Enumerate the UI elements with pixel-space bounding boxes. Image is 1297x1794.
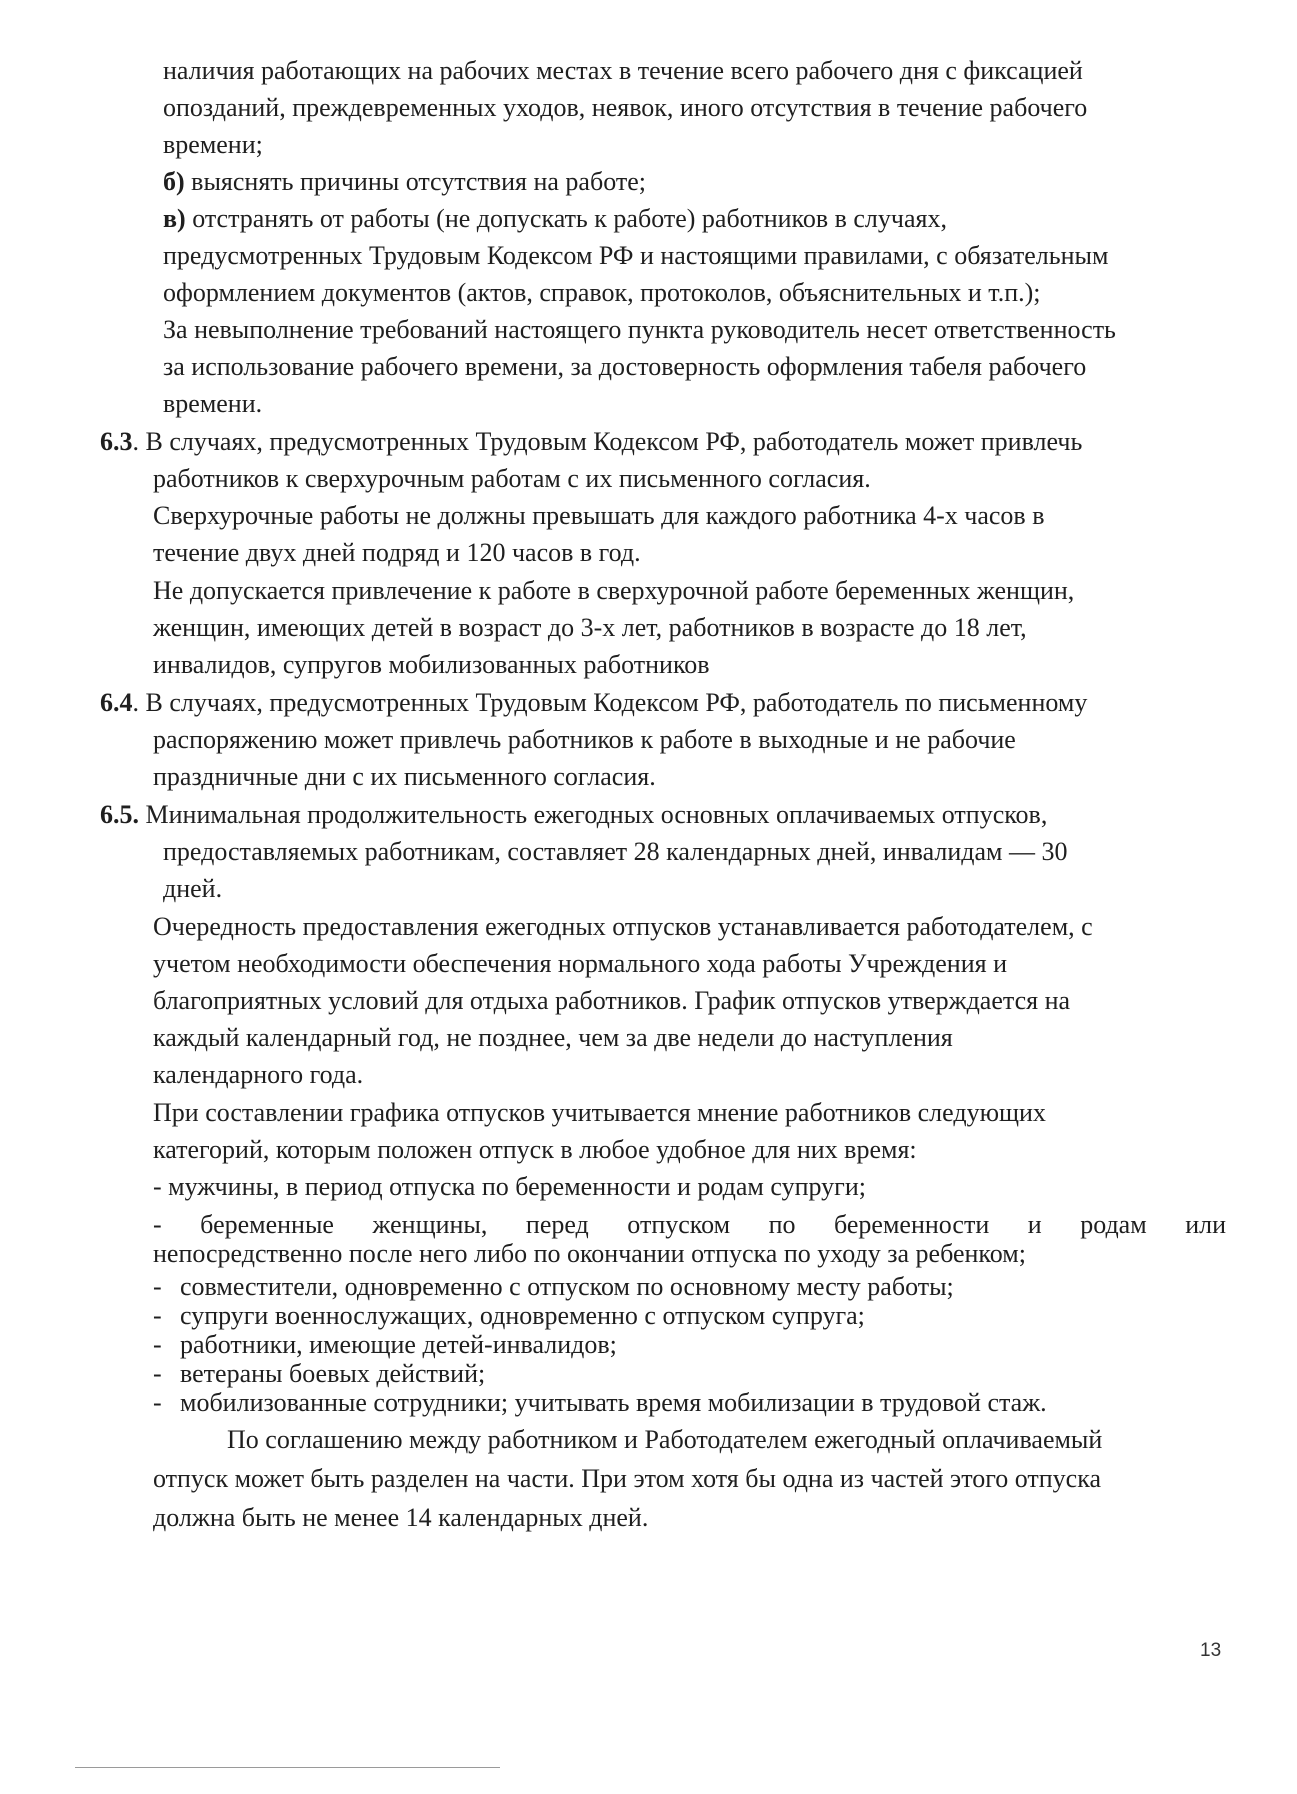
text-line: распоряжению может привлечь работников к работе в выходные и не рабочие — [153, 725, 1016, 754]
text-line: времени; — [163, 130, 263, 159]
item-text: супруги военнослужащих, одновременно с отпуском супруга; — [180, 1301, 865, 1330]
text-line: непосредственно после него либо по окончании отпуска по уходу за ребенком; — [153, 1239, 1026, 1268]
text-line: предусмотренных Трудовым Кодексом РФ и настоящими правилами, с обязательным — [163, 241, 1109, 270]
section-text: Минимальная продолжительность ежегодных основных оплачиваемых отпусков, — [139, 800, 1048, 829]
text-line: наличия работающих на рабочих местах в течение всего рабочего дня с фиксацией — [163, 56, 1083, 85]
bullet-dash: - — [153, 1301, 162, 1330]
text-line: предоставляемых работникам, составляет 28 календарных дней, инвалидам — 30 — [163, 837, 1068, 866]
list-item: - мужчины, в период отпуска по беременности и родам супруги; — [153, 1172, 866, 1201]
bullet-dash: - — [153, 1359, 162, 1388]
text-line: отпуск может быть разделен на части. При этом хотя бы одна из частей этого отпуска — [153, 1464, 1101, 1493]
item-text: мобилизованные сотрудники; учитывать время мобилизации в трудовой стаж. — [180, 1388, 1047, 1417]
section-number: 6.3 — [100, 427, 133, 456]
text-line: При составлении графика отпусков учитывается мнение работников следующих — [153, 1098, 1046, 1127]
list-item-v — [163, 200, 947, 237]
text-line: времени. — [163, 389, 263, 418]
section-text: . В случаях, предусмотренных Трудовым Кодексом РФ, работодатель по письменному — [132, 688, 1088, 717]
text-line: за использование рабочего времени, за достоверность оформления табеля рабочего — [163, 352, 1087, 381]
text-line: опозданий, преждевременных уходов, неявок, иного отсутствия в течение рабочего — [163, 93, 1088, 122]
list-item-b — [163, 163, 646, 200]
section-6-4 — [100, 684, 1087, 721]
bullet-dash: - — [153, 1388, 162, 1417]
section-number: 6.4 — [100, 688, 133, 717]
text-line: течение двух дней подряд и 120 часов в год. — [153, 538, 641, 567]
text-line: Сверхурочные работы не должны превышать для каждого работника 4-х часов в — [153, 501, 1045, 530]
list-item — [153, 1384, 1047, 1421]
item-label: б) — [163, 167, 185, 196]
text-line: женщин, имеющих детей в возраст до 3-х лет, работников в возрасте до 18 лет, — [153, 613, 1027, 642]
item-text: отстранять от работы (не допускать к работе) работников в случаях, — [185, 204, 947, 233]
item-text: работники, имеющие детей-инвалидов; — [180, 1330, 617, 1359]
page-number: 13 — [1200, 1640, 1222, 1661]
item-text: ветераны боевых действий; — [180, 1359, 486, 1388]
text-line: благоприятных условий для отдыха работников. График отпусков утверждается на — [153, 986, 1071, 1015]
section-6-5 — [100, 796, 1047, 833]
item-label: в) — [163, 204, 186, 233]
item-text: выяснять причины отсутствия на работе; — [184, 167, 646, 196]
text-line: праздничные дни с их письменного согласия. — [153, 762, 656, 791]
footer-rule — [75, 1767, 500, 1768]
bullet-dash: - — [153, 1272, 162, 1301]
text-line: оформлением документов (актов, справок, протоколов, объяснительных и т.п.); — [163, 278, 1041, 307]
text-line: учетом необходимости обеспечения нормального хода работы Учреждения и — [153, 949, 1008, 978]
section-number: 6.5. — [100, 800, 139, 829]
text-line: Не допускается привлечение к работе в сверхурочной работе беременных женщин, — [153, 576, 1075, 605]
text-line: каждый календарный год, не позднее, чем за две недели до наступления — [153, 1023, 953, 1052]
item-text: совместители, одновременно с отпуском по основному месту работы; — [180, 1272, 954, 1301]
section-6-3 — [100, 423, 1082, 460]
text-line: дней. — [163, 874, 223, 903]
text-line: За невыполнение требований настоящего пункта руководитель несет ответственность — [163, 315, 1116, 344]
list-item: - беременные женщины, перед отпуском по беременности и родам или — [153, 1210, 1226, 1239]
text-line: работников к сверхурочным работам с их письменного согласия. — [153, 464, 871, 493]
text-line: По соглашению между работником и Работодателем ежегодный оплачиваемый — [227, 1425, 1103, 1454]
bullet-dash: - — [153, 1330, 162, 1359]
text-line: календарного года. — [153, 1060, 364, 1089]
section-text: . В случаях, предусмотренных Трудовым Кодексом РФ, работодатель может привлечь — [132, 427, 1083, 456]
text-line: категорий, которым положен отпуск в любое удобное для них время: — [153, 1135, 917, 1164]
text-line: инвалидов, супругов мобилизованных работников — [153, 650, 710, 679]
text-line: должна быть не менее 14 календарных дней. — [153, 1503, 649, 1532]
text-line: Очередность предоставления ежегодных отпусков устанавливается работодателем, с — [153, 912, 1093, 941]
